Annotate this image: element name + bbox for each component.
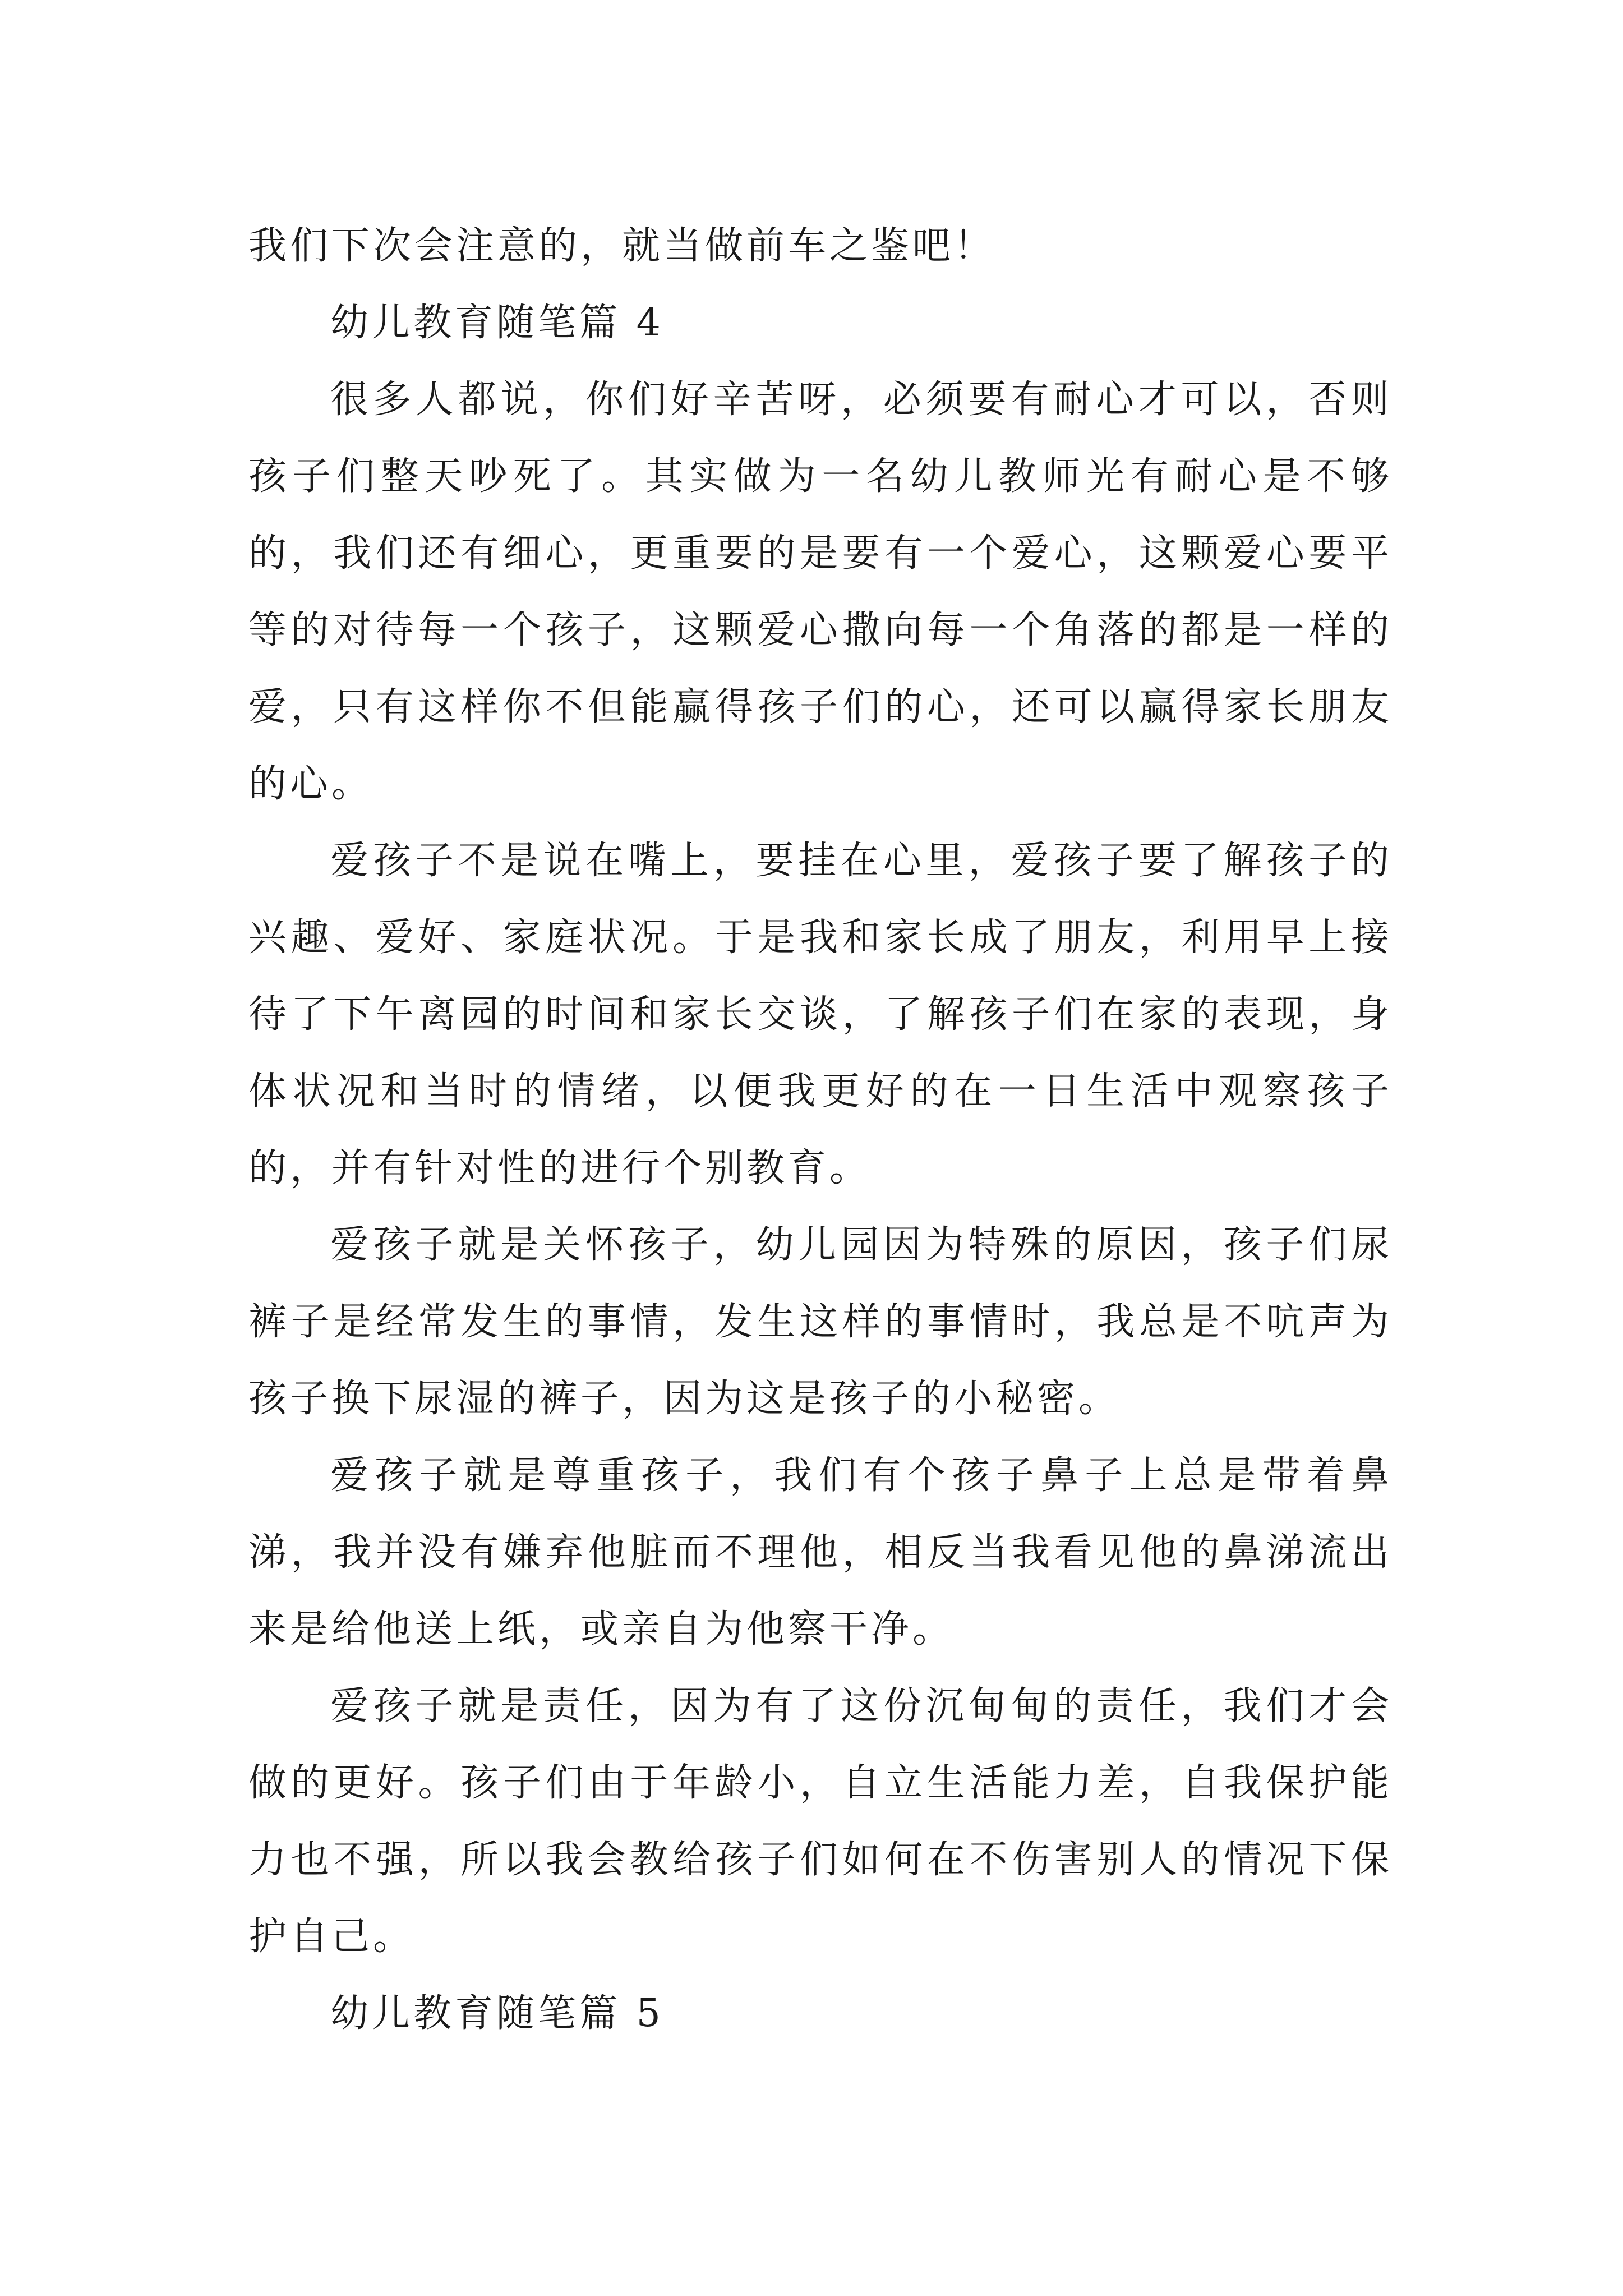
paragraph: 爱孩子就是责任，因为有了这份沉甸甸的责任，我们才会做的更好。孩子们由于年龄小，自立生活能力差，自我保护能力也不强，所以我会教给孩子们如何在不伤害别人的情况下保护自己。: [248, 1684, 1393, 1959]
paragraph: 爱孩子就是尊重孩子，我们有个孩子鼻子上总是带着鼻涕，我并没有嫌弃他脏而不理他，相反当我看见他的鼻涕流出来是给他送上纸，或亲自为他察干净。: [248, 1453, 1393, 1651]
paragraph: 爱孩子就是关怀孩子，幼儿园因为特殊的原因，孩子们尿裤子是经常发生的事情，发生这样的事情时，我总是不吭声为孩子换下尿湿的裤子，因为这是孩子的小秘密。: [248, 1223, 1393, 1421]
section-heading: 幼儿教育随笔篇 4: [330, 301, 664, 345]
paragraph: 爱孩子不是说在嘴上，要挂在心里，爱孩子要了解孩子的兴趣、爱好、家庭状况。于是我和家长成了朋友，利用早上接待了下午离园的时间和家长交谈，了解孩子们在家的表现，身体状况和当时的情绪，以便我更好的在一日生活中观察孩子的，并有针对性的进行个别教育。: [248, 839, 1393, 1190]
paragraph-continued: 我们下次会注意的，就当做前车之鉴吧！: [248, 224, 996, 268]
document-body: [248, 208, 1393, 2052]
section-heading: 幼儿教育随笔篇 5: [330, 1991, 664, 2036]
paragraph: 很多人都说，你们好辛苦呀，必须要有耐心才可以，否则孩子们整天吵死了。其实做为一名幼儿教师光有耐心是不够的，我们还有细心，更重要的是要有一个爱心，这颗爱心要平等的对待每一个孩子，这颗爱心撒向每一个角落的都是一样的爱，只有这样你不但能赢得孩子们的心，还可以赢得家长朋友的心。: [248, 378, 1393, 806]
